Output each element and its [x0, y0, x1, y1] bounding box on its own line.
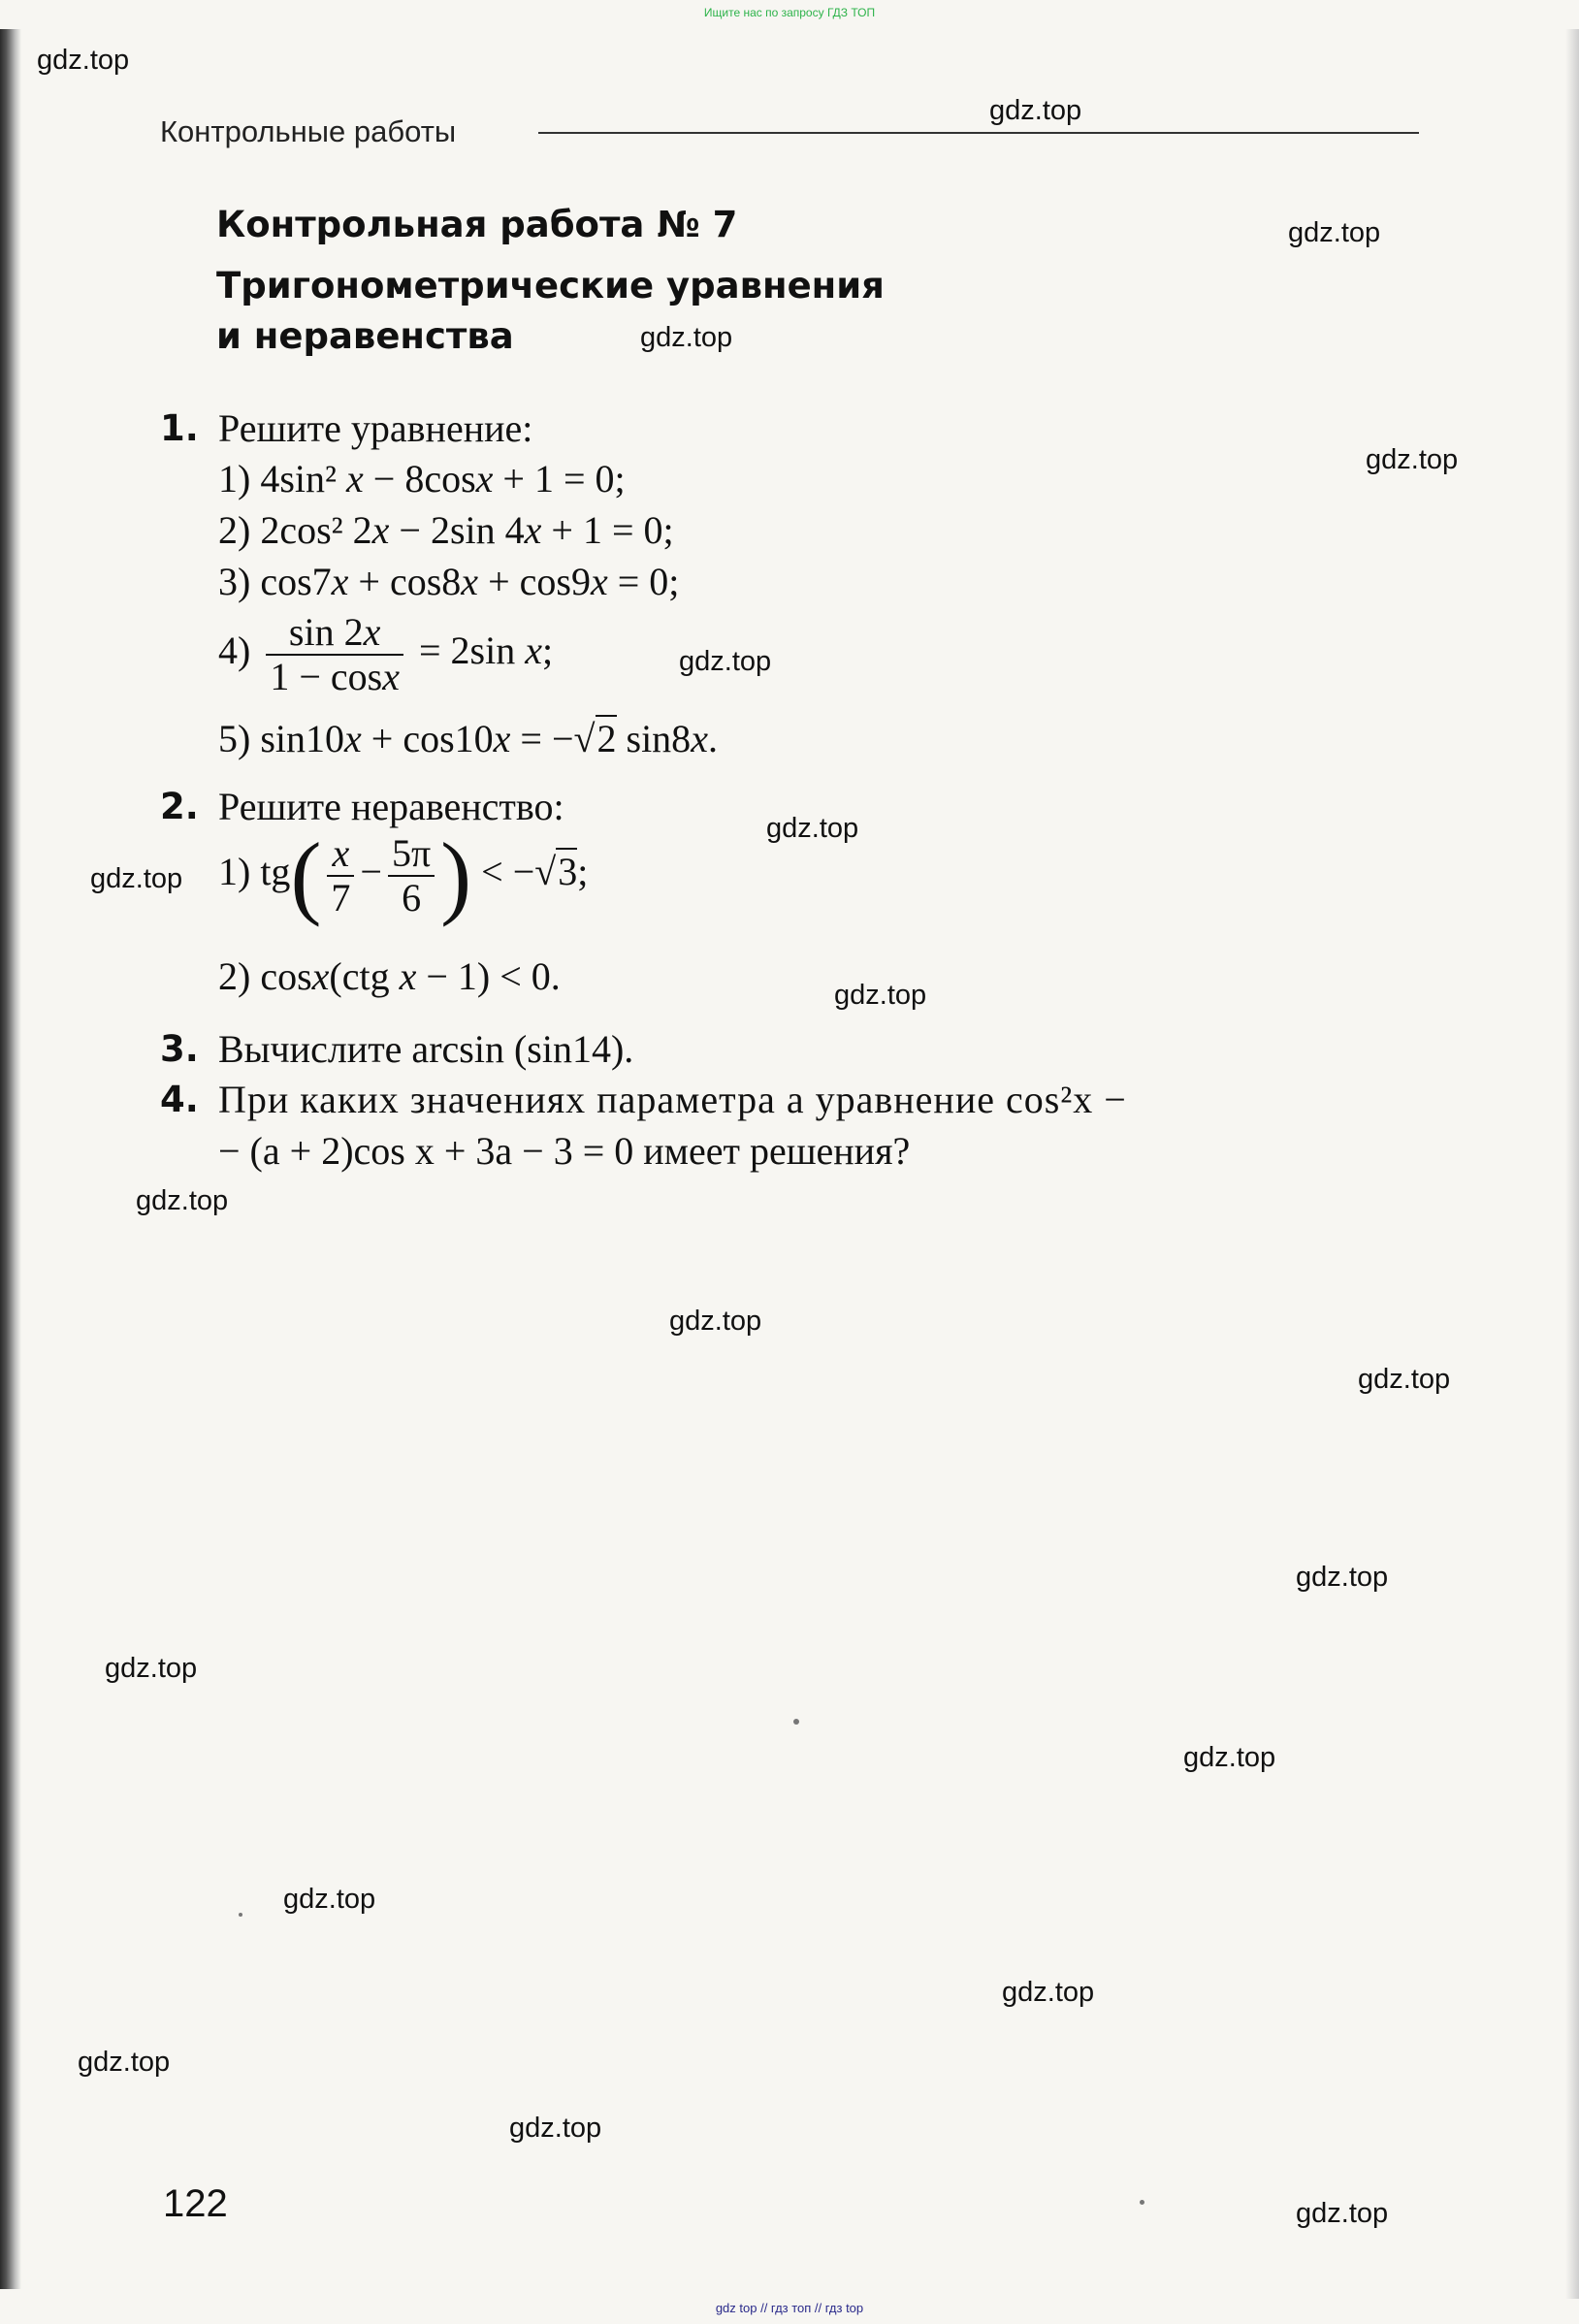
bottom-banner[interactable]: gdz top // гдз топ // гдз top — [715, 2301, 864, 2315]
watermark: gdz.top — [1366, 444, 1459, 475]
task1-prompt: Решите уравнение: — [218, 406, 533, 450]
task1-item3: 3) cos7x + cos8x + cos9x = 0; — [218, 560, 680, 603]
test-subtitle-line1: Тригонометрические уравнения — [216, 265, 885, 307]
task4-number: 4. — [160, 1079, 199, 1120]
test-title: Контрольная работа № 7 — [216, 204, 738, 245]
watermark: gdz.top — [640, 322, 733, 353]
watermark: gdz.top — [136, 1185, 229, 1216]
top-banner[interactable]: Ищите нас по запросу ГДЗ ТОП — [703, 6, 876, 19]
running-header: Контрольные работы — [160, 114, 457, 148]
watermark: gdz.top — [509, 2113, 602, 2144]
task3-number: 3. — [160, 1028, 199, 1070]
task1-item4: 4) $\frac{\sin 2x}{1 - \cos x}$ = 2sin x; — [218, 610, 554, 698]
watermark: gdz.top — [1288, 217, 1381, 248]
watermark: gdz.top — [37, 45, 130, 76]
specks — [1140, 2200, 1144, 2205]
task1-number: 1. — [160, 407, 199, 449]
fraction: $\frac{5\pi}{6}$ — [388, 832, 435, 920]
header-rule — [538, 132, 1419, 134]
watermark: gdz.top — [1002, 1977, 1095, 2008]
watermark: gdz.top — [1296, 2198, 1389, 2229]
watermark: gdz.top — [766, 813, 859, 844]
watermark: gdz.top — [105, 1653, 198, 1684]
fraction: $\frac{\sin 2x}{1 - \cos x}$ — [266, 611, 403, 698]
watermark: gdz.top — [679, 646, 772, 677]
fraction: $\frac{x}{7}$ — [327, 832, 354, 920]
page-edge — [1565, 29, 1579, 2299]
watermark: gdz.top — [1296, 1562, 1389, 1593]
watermark: gdz.top — [90, 863, 183, 894]
specks — [793, 1719, 799, 1725]
task4-text-line2: − (a + 2)cos x + 3a − 3 = 0 имеет решения? — [218, 1129, 911, 1173]
book-spine — [0, 29, 21, 2289]
watermark: gdz.top — [1358, 1364, 1451, 1395]
watermark: gdz.top — [669, 1306, 762, 1337]
watermark: gdz.top — [989, 95, 1082, 126]
task1-item1: 1) 4sin² x − 8cosx + 1 = 0; — [218, 457, 626, 500]
task2-number: 2. — [160, 786, 199, 827]
task2-item1: 1) tg( $\frac{x}{7}$ − $\frac{5\pi}{6}$ ) < −√3; — [218, 823, 589, 927]
task2-prompt: Решите неравенство: — [218, 785, 564, 828]
watermark: gdz.top — [283, 1884, 376, 1915]
task2-item2: 2) cosx(ctg x − 1) < 0. — [218, 954, 561, 998]
task1-item2: 2) 2cos² 2x − 2sin 4x + 1 = 0; — [218, 508, 674, 552]
test-subtitle-line2: и неравенства — [216, 315, 514, 357]
watermark: gdz.top — [1183, 1742, 1276, 1773]
task4-text-line1: При каких значениях параметра a уравнение cos²x − — [218, 1078, 1127, 1121]
specks — [239, 1913, 242, 1917]
task1-item5: 5) sin10x + cos10x = −√2 sin8x. — [218, 717, 718, 760]
watermark: gdz.top — [834, 980, 927, 1011]
watermark: gdz.top — [78, 2047, 171, 2078]
task3-text: Вычислите arcsin (sin14). — [218, 1027, 634, 1071]
page-number: 122 — [163, 2182, 228, 2225]
